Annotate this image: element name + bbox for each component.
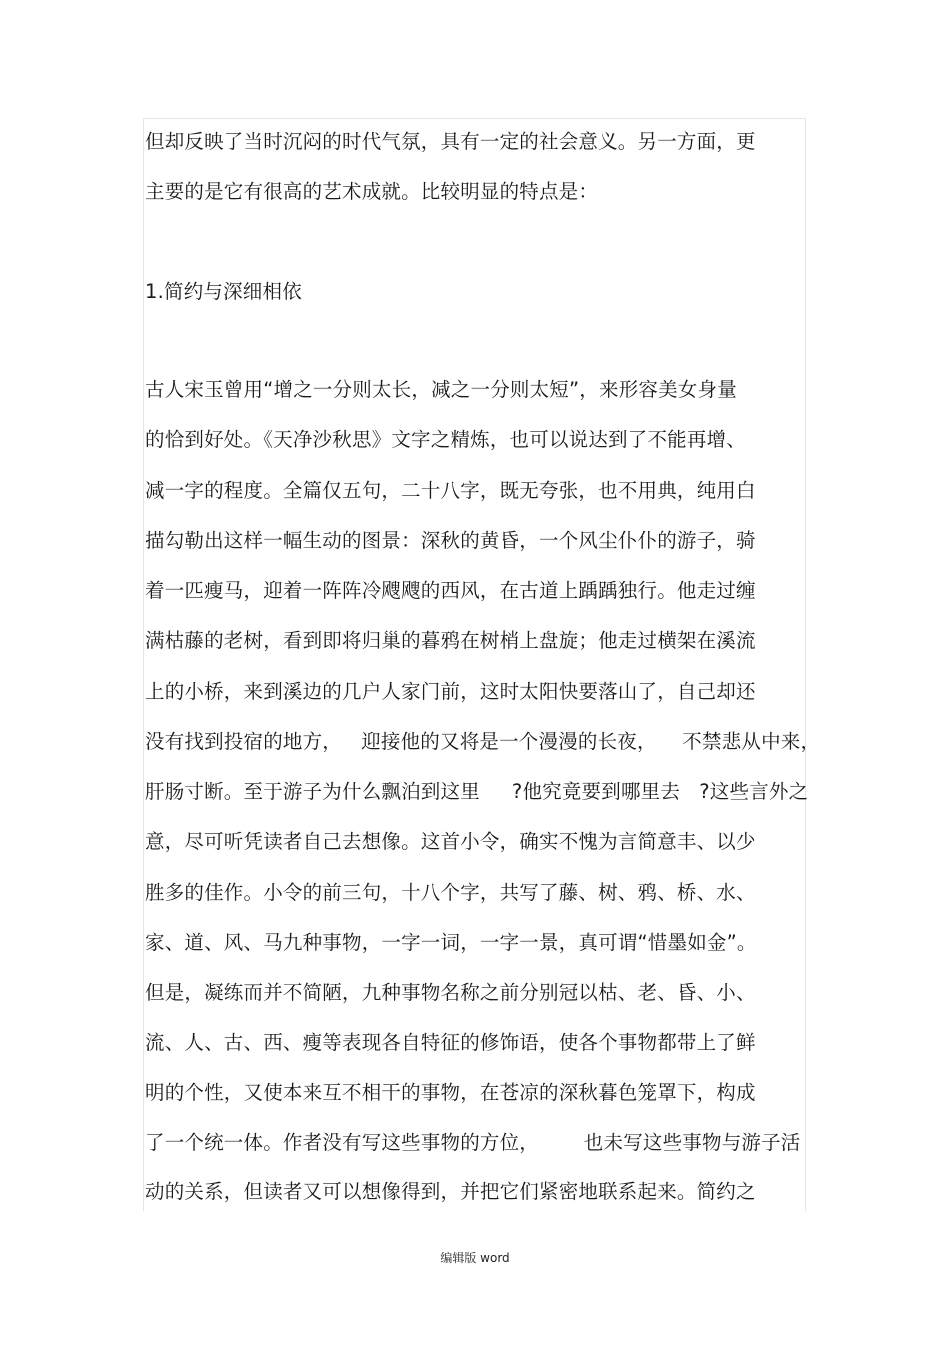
paragraph-line: 满枯藤的老树，看到即将归巢的暮鸦在树梢上盘旋；他走过横架在溪流 (145, 629, 756, 652)
paragraph-line: 上的小桥，来到溪边的几户人家门前，这时太阳快要落山了，自己却还 (145, 680, 756, 703)
paragraph-line: 着一匹瘦马，迎着一阵阵冷飕飕的西风，在古道上踽踽独行。他走过缠 (145, 579, 756, 602)
paragraph-line: 没有找到投宿的地方， 迎接他的又将是一个漫漫的长夜， 不禁悲从中来， (145, 730, 821, 753)
paragraph-line: 描勾勒出这样一幅生动的图景：深秋的黄昏，一个风尘仆仆的游子，骑 (145, 529, 756, 552)
paragraph-line: 明的个性，又使本来互不相干的事物，在苍凉的深秋暮色笼罩下，构成 (145, 1081, 756, 1104)
paragraph-line: 但却反映了当时沉闷的时代气氛，具有一定的社会意义。另一方面，更 (145, 130, 756, 153)
paragraph-line: 胜多的佳作。小令的前三句，十八个字，共写了藤、树、鸦、桥、水、 (145, 881, 756, 904)
paragraph-line: 了一个统一体。作者没有写这些事物的方位， 也未写这些事物与游子活 (145, 1131, 801, 1154)
paragraph-line: 的恰到好处。《天净沙秋思》文字之精炼，也可以说达到了不能再增、 (145, 428, 746, 451)
paragraph-line: 减一字的程度。全篇仅五句，二十八字，既无夸张，也不用典，纯用白 (145, 479, 756, 502)
paragraph-line: 古人宋玉曾用“增之一分则太长，减之一分则太短”，来形容美女身量 (145, 378, 737, 401)
paragraph-line: 意，尽可听凭读者自己去想像。这首小令，确实不愧为言简意丰、以少 (145, 830, 756, 853)
paragraph-line: 肝肠寸断。至于游子为什么飘泊到这里 ?他究竟要到哪里去 ?这些言外之 (145, 780, 809, 803)
section-heading: 1.简约与深细相依 (145, 280, 302, 303)
paragraph-line: 动的关系，但读者又可以想像得到，并把它们紧密地联系起来。简约之 (145, 1180, 756, 1203)
page-footer: 编辑版 word (440, 1251, 510, 1265)
paragraph-line: 但是，凝练而并不简陋，九种事物名称之前分别冠以枯、老、昏、小、 (145, 981, 756, 1004)
paragraph-line: 家、道、风、马九种事物，一字一词，一字一景，真可谓“惜墨如金”。 (145, 931, 757, 954)
paragraph-line: 流、人、古、西、瘦等表现各自特征的修饰语，使各个事物都带上了鲜 (145, 1031, 756, 1054)
paragraph-line: 主要的是它有很高的艺术成就。比较明显的特点是： (145, 180, 599, 203)
